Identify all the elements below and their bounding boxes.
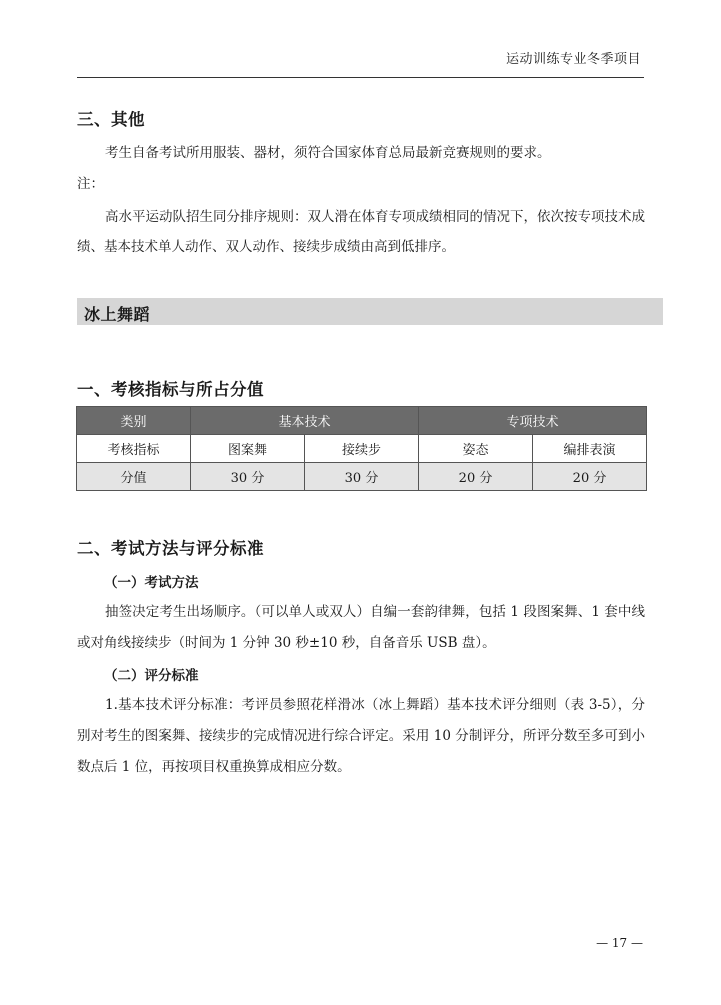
paragraph-equipment: 考生自备考试所用服装、器材，须符合国家体育总局最新竞赛规则的要求。 <box>105 145 551 161</box>
table-cell: 30 分 <box>191 463 305 491</box>
subheading-exam-method: （一）考试方法 <box>104 575 199 591</box>
table-cell: 30 分 <box>305 463 419 491</box>
table-cell: 20 分 <box>419 463 533 491</box>
header-special-technique: 专项技术 <box>419 407 647 435</box>
table-cell: 图案舞 <box>191 435 305 463</box>
note-label: 注： <box>77 176 104 192</box>
table-cell: 姿态 <box>419 435 533 463</box>
score-table <box>76 406 647 491</box>
table-row <box>77 435 647 463</box>
table-header-row <box>77 407 647 435</box>
table-row <box>77 463 647 491</box>
section-heading-other: 三、其他 <box>77 110 145 129</box>
section-heading-methods: 二、考试方法与评分标准 <box>77 539 264 558</box>
header-rule <box>77 77 644 78</box>
paragraph-scoring: 1.基本技术评分标准：考评员参照花样滑冰（冰上舞蹈）基本技术评分细则（表 3-5），分别对考生的图案舞、接续步的完成情况进行综合评定。采用 10 分制评分，所评分数至多可到小数点后 1 位，再按项目权重换算成相应分数。 <box>77 697 645 775</box>
row-label-score: 分值 <box>77 463 191 491</box>
table-cell: 编排表演 <box>533 435 647 463</box>
row-label-indicator: 考核指标 <box>77 435 191 463</box>
header-basic-technique: 基本技术 <box>191 407 419 435</box>
subheading-scoring: （二）评分标准 <box>104 668 199 684</box>
table-cell: 接续步 <box>305 435 419 463</box>
paragraph-exam-method: 抽签决定考生出场顺序。（可以单人或双人）自编一套韵律舞，包括 1 段图案舞、1 套中线或对角线接续步（时间为 1 分钟 30 秒±10 秒，自备音乐 USB 盘）。 <box>77 604 645 651</box>
table-cell: 20 分 <box>533 463 647 491</box>
sport-title: 冰上舞蹈 <box>84 305 151 324</box>
running-header: 运动训练专业冬季项目 <box>505 52 641 67</box>
section-heading-indicators: 一、考核指标与所占分值 <box>77 380 264 399</box>
header-category: 类别 <box>77 407 191 435</box>
paragraph-tie-rule: 高水平运动队招生同分排序规则：双人滑在体育专项成绩相同的情况下，依次按专项技术成绩、基本技术单人动作、双人动作、接续步成绩由高到低排序。 <box>77 209 645 255</box>
sport-banner <box>77 298 663 325</box>
page-number: — 17 — <box>596 936 643 950</box>
